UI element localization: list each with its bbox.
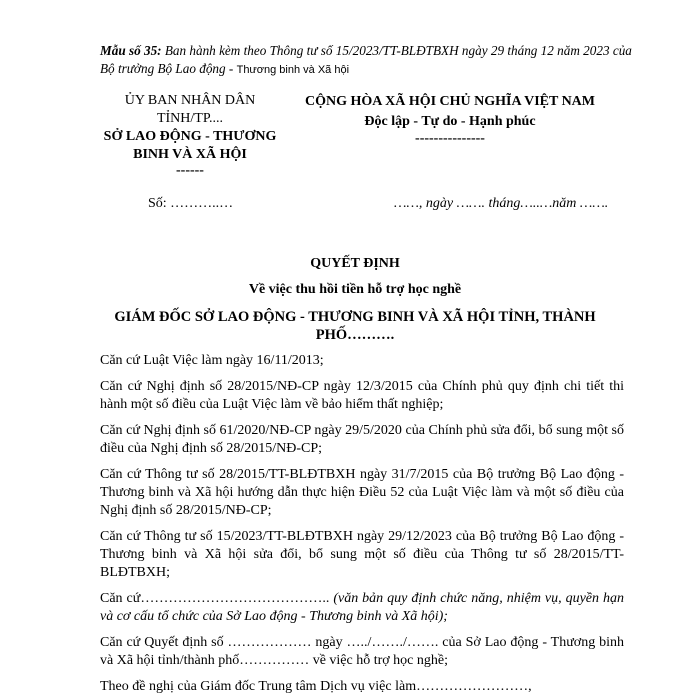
authority-line-2: PHỐ………. (315, 327, 395, 343)
form-note-text: Ban hành kèm theo Thông tư số 15/2023/TT-BLĐTBXH ngày 29 tháng 12 năm 2023 của Bộ trưởng Bộ Lao động - (100, 43, 632, 76)
legal-basis-7: Căn cứ Quyết định số ……………… ngày …../……./……. của Sở Lao động - Thương binh và Xã hội tỉnh/thành phố…………… về việc hỗ trợ học nghề; (100, 635, 624, 668)
form-note-tail: Thương binh và Xã hội (236, 64, 350, 76)
document-number: Số: ………..… (148, 196, 234, 211)
legal-basis-3: Căn cứ Nghị định số 61/2020/NĐ-CP ngày 29/5/2020 của Chính phủ sửa đổi, bổ sung một số điều của Nghị định số 28/2015/NĐ-CP; (100, 423, 624, 456)
legal-basis-1: Căn cứ Luật Việc làm ngày 16/11/2013; (100, 353, 324, 368)
agency-line-4: BINH VÀ XÃ HỘI (133, 147, 247, 162)
legal-basis-6-note: (văn bản quy định chức năng, nhiệm vụ, quyền hạn và cơ cấu tổ chức của Sở Lao động - Thương binh và Xã hội); (100, 591, 624, 624)
form-number: Mẫu số 35: (100, 43, 162, 58)
legal-basis-4: Căn cứ Thông tư số 28/2015/TT-BLĐTBXH ngày 31/7/2015 của Bộ trưởng Bộ Lao động - Thương binh và Xã hội hướng dẫn thực hiện Điều 52 của Luật Việc làm và một số điều của Nghị định số 28/2015/NĐ-CP; (100, 467, 624, 518)
legal-basis-5: Căn cứ Thông tư số 15/2023/TT-BLĐTBXH ngày 29/12/2023 của Bộ trưởng Bộ Lao động - Thương binh và Xã hội sửa đổi, bổ sung một số điều của Thông tư số 28/2015/TT-BLĐTBXH; (100, 529, 624, 580)
proposal-line: Theo đề nghị của Giám đốc Trung tâm Dịch vụ việc làm……………………, (100, 679, 532, 694)
legal-basis-6 (100, 590, 624, 626)
agency-separator: ------ (176, 163, 204, 178)
decision-title: QUYẾT ĐỊNH (310, 256, 400, 271)
document-date: ……, ngày ……. tháng…..…năm ……. (394, 196, 609, 211)
agency-line-2: TỈNH/TP.... (156, 111, 224, 126)
legal-basis-2: Căn cứ Nghị định số 28/2015/NĐ-CP ngày 12/3/2015 của Chính phủ quy định chi tiết thi hành một số điều của Luật Việc làm về bảo hiểm thất nghiệp; (100, 379, 624, 412)
agency-line-3: SỞ LAO ĐỘNG - THƯƠNG (103, 129, 277, 144)
national-motto-header (300, 92, 600, 146)
authority-heading (100, 308, 610, 344)
issuing-agency-header (100, 92, 280, 178)
country-name: CỘNG HÒA XÃ HỘI CHỦ NGHĨA VIỆT NAM (304, 94, 595, 109)
decision-subject: Về việc thu hồi tiền hỗ trợ học nghề (248, 282, 462, 297)
authority-line-1: GIÁM ĐỐC SỞ LAO ĐỘNG - THƯƠNG BINH VÀ XÃ HỘI TỈNH, THÀNH (114, 309, 596, 325)
legal-basis-6-prefix: Căn cứ………………………………….. (100, 591, 334, 606)
motto-separator: --------------- (415, 131, 485, 146)
agency-line-1: ỦY BAN NHÂN DÂN (124, 93, 256, 108)
form-note (100, 42, 640, 79)
motto: Độc lập - Tự do - Hạnh phúc (364, 114, 536, 129)
